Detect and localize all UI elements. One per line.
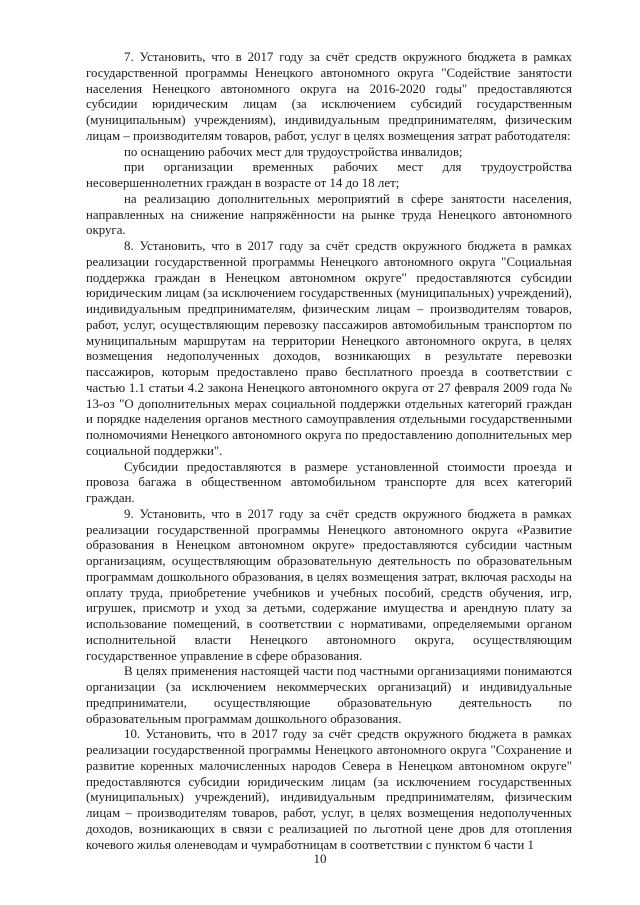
page-number: 10 xyxy=(313,851,327,866)
paragraph-9-continued: В целях применения настоящей части под частными организациями понимаются организации (за исключением некоммерческих организаций) и индивидуальные предприниматели, осуществляющие образовательную деятельность по образовательным программам дошкольного образования. xyxy=(86,664,572,726)
paragraph-7-item-3: на реализацию дополнительных мероприятий в сфере занятости населения, направленных на снижение напряжённости на рынке труда Ненецкого автономного округа. xyxy=(86,191,572,238)
paragraph-8: 8. Установить, что в 2017 году за счёт средств окружного бюджета в рамках реализации государственной программы Ненецкого автономного округа "Социальная поддержка граждан в Ненецком автономном округе" предоставляются субсидии юридическим лицам (за исключением государственных (муниципальных) учреждений), индивидуальным предпринимателям, физическим лицам – производителям товаров, работ, услуг, осуществляющим перевозку пассажиров автомобильным транспортом по муниципальным маршрутам на территории Ненецкого автономного округа, в целях возмещения недополученных доходов, возникающих в результате перевозки пассажиров, которым предоставлено право бесплатного проезда в соответствии с частью 1.1 статьи 4.2 закона Ненецкого автономного округа от 27 февраля 2009 года № 13-оз "О дополнительных мерах социальной поддержки отдельных категорий граждан и порядке наделения органов местного самоуправления отдельными государственными полномочиями Ненецкого автономного округа по предоставлению дополнительных мер социальной поддержки". xyxy=(86,239,572,458)
paragraph-7-item-1: по оснащению рабочих мест для трудоустройства инвалидов; xyxy=(124,144,463,159)
paragraph-7: 7. Установить, что в 2017 году за счёт средств окружного бюджета в рамках государственной программы Ненецкого автономного округа "Содействие занятости населения Ненецкого автономного округа на 2016-2020 годы" предоставляются субсидии юридическим лицам (за исключением субсидий государственным (муниципальным) учреждениям), индивидуальным предпринимателям, физическим лицам – производителям товаров, работ, услуг в целях возмещения затрат работодателя: xyxy=(86,50,572,143)
paragraph-8-continued: Субсидии предоставляются в размере установленной стоимости проезда и провоза багажа в общественном автомобильном транспорте для всех категорий граждан. xyxy=(86,459,572,505)
paragraph-7-item-2: при организации временных рабочих мест для трудоустройства несовершеннолетних граждан в возрасте от 14 до 18 лет; xyxy=(86,160,572,190)
paragraph-9: 9. Установить, что в 2017 году за счёт средств окружного бюджета в рамках реализации государственной программы Ненецкого автономного округа «Развитие образования в Ненецком автономном округе» предоставляются субсидии частным организациям, осуществляющим образовательную деятельность по образовательным программам дошкольного образования, в целях возмещения затрат, включая расходы на оплату труда, приобретение учебников и учебных пособий, средств обучения, игр, игрушек, присмотр и уход за детьми, содержание имущества и арендную плату за использование помещений, в соответствии с нормативами, определяемыми органом исполнительной власти Ненецкого автономного округа, осуществляющим государственное управление в сфере образования. xyxy=(86,506,572,663)
paragraph-10: 10. Установить, что в 2017 году за счёт средств окружного бюджета в рамках реализации государственной программы Ненецкого автономного округа "Сохранение и развитие коренных малочисленных народов Севера в Ненецком автономном округе" предоставляются субсидии юридическим лицам (за исключением государственных (муниципальных) учреждений), индивидуальным предпринимателям, физическим лицам – производителям товаров, работ, услуг, в целях возмещения недополученных доходов, возникающих в связи с реализацией по льготной цене дров для отопления кочевого жилья оленеводам и чумработницам в соответствии с пунктом 6 части 1 xyxy=(86,727,572,852)
document-body xyxy=(86,50,572,853)
